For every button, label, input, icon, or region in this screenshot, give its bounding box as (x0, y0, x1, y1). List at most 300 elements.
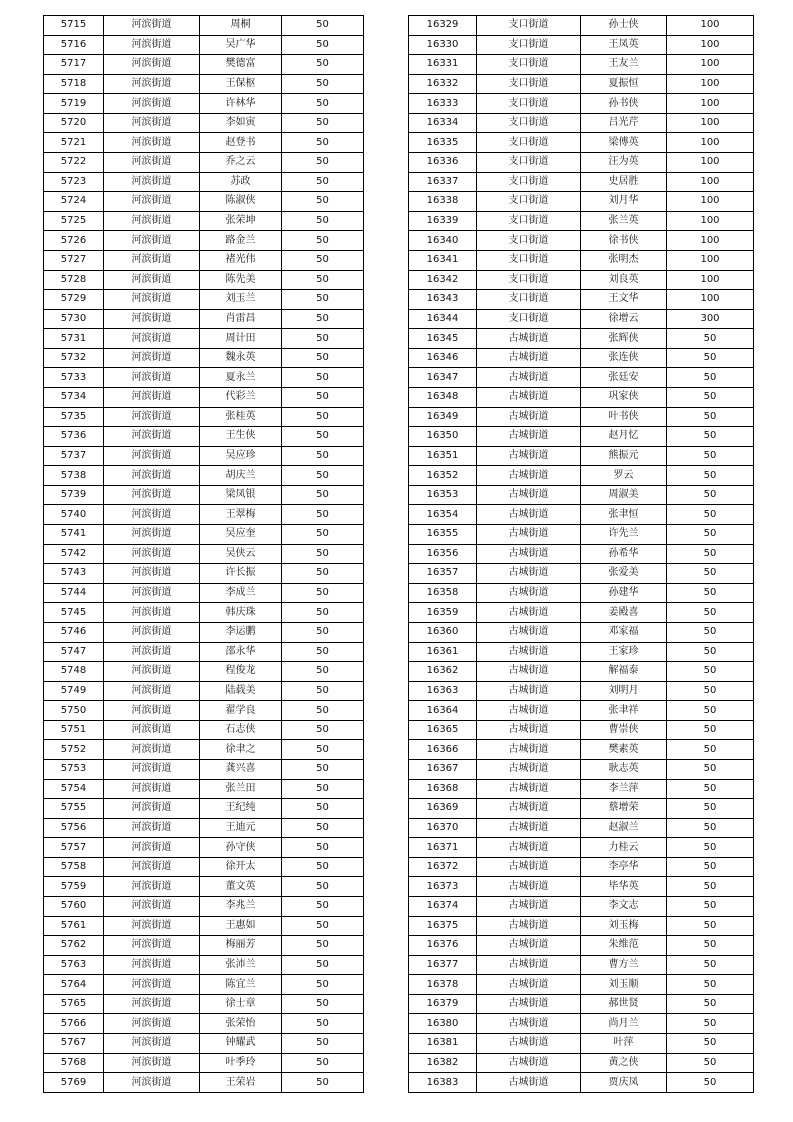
amount-cell: 50 (282, 564, 364, 584)
id-cell: 5762 (44, 936, 104, 956)
amount-cell: 50 (282, 1014, 364, 1034)
district-cell: 古城街道 (477, 544, 581, 564)
district-cell: 支口街道 (477, 133, 581, 153)
district-cell: 古城街道 (477, 642, 581, 662)
id-cell: 5721 (44, 133, 104, 153)
district-cell: 古城街道 (477, 1014, 581, 1034)
amount-cell: 50 (282, 290, 364, 310)
district-cell: 古城街道 (477, 799, 581, 819)
table-row (44, 407, 364, 427)
name-cell: 陈淑侠 (200, 192, 282, 212)
id-cell: 5735 (44, 407, 104, 427)
district-cell: 河滨街道 (104, 74, 200, 94)
name-cell: 解福泰 (581, 662, 667, 682)
district-cell: 河滨街道 (104, 564, 200, 584)
name-cell: 梅丽芳 (200, 936, 282, 956)
name-cell: 孙书侠 (581, 94, 667, 114)
name-cell: 叶季玲 (200, 1053, 282, 1073)
table-row (44, 250, 364, 270)
id-cell: 16362 (409, 662, 477, 682)
table-row (409, 622, 754, 642)
id-cell: 5746 (44, 622, 104, 642)
table-row (44, 466, 364, 486)
district-cell: 古城街道 (477, 505, 581, 525)
district-cell: 河滨街道 (104, 1034, 200, 1054)
name-cell: 蔡增荣 (581, 799, 667, 819)
id-cell: 16371 (409, 838, 477, 858)
id-cell: 16370 (409, 818, 477, 838)
table-row (44, 290, 364, 310)
table-row (44, 701, 364, 721)
amount-cell: 50 (282, 936, 364, 956)
amount-cell: 50 (667, 1034, 754, 1054)
id-cell: 5751 (44, 720, 104, 740)
amount-cell: 50 (667, 662, 754, 682)
district-cell: 古城街道 (477, 681, 581, 701)
district-cell: 河滨街道 (104, 348, 200, 368)
table-row (44, 446, 364, 466)
name-cell: 许林华 (200, 94, 282, 114)
id-cell: 16339 (409, 211, 477, 231)
name-cell: 吕光芹 (581, 113, 667, 133)
id-cell: 5766 (44, 1014, 104, 1034)
district-cell: 古城街道 (477, 525, 581, 545)
amount-cell: 100 (667, 94, 754, 114)
district-cell: 古城街道 (477, 740, 581, 760)
table-row (44, 231, 364, 251)
id-cell: 16341 (409, 250, 477, 270)
name-cell: 张连侠 (581, 348, 667, 368)
id-cell: 5718 (44, 74, 104, 94)
name-cell: 叶书侠 (581, 407, 667, 427)
name-cell: 赵登书 (200, 133, 282, 153)
name-cell: 孙希华 (581, 544, 667, 564)
district-cell: 河滨街道 (104, 309, 200, 329)
id-cell: 16347 (409, 368, 477, 388)
name-cell: 张廷安 (581, 368, 667, 388)
amount-cell: 50 (667, 505, 754, 525)
district-cell: 古城街道 (477, 897, 581, 917)
id-cell: 5725 (44, 211, 104, 231)
amount-cell: 50 (667, 642, 754, 662)
name-cell: 王保枢 (200, 74, 282, 94)
id-cell: 16373 (409, 877, 477, 897)
id-cell: 5763 (44, 955, 104, 975)
name-cell: 张爱美 (581, 564, 667, 584)
amount-cell: 50 (667, 740, 754, 760)
district-cell: 古城街道 (477, 857, 581, 877)
amount-cell: 50 (282, 701, 364, 721)
amount-cell: 50 (667, 348, 754, 368)
id-cell: 16332 (409, 74, 477, 94)
district-cell: 河滨街道 (104, 290, 200, 310)
amount-cell: 50 (282, 505, 364, 525)
table-row (44, 799, 364, 819)
table-row (44, 133, 364, 153)
table-row (44, 936, 364, 956)
amount-cell: 50 (282, 309, 364, 329)
name-cell: 邓家福 (581, 622, 667, 642)
right-table (408, 15, 754, 1093)
name-cell: 熊振元 (581, 446, 667, 466)
id-cell: 5723 (44, 172, 104, 192)
district-cell: 古城街道 (477, 955, 581, 975)
name-cell: 王纪纯 (200, 799, 282, 819)
amount-cell: 100 (667, 250, 754, 270)
district-cell: 河滨街道 (104, 994, 200, 1014)
district-cell: 支口街道 (477, 192, 581, 212)
table-row (409, 779, 754, 799)
name-cell: 李兰萍 (581, 779, 667, 799)
id-cell: 5758 (44, 857, 104, 877)
district-cell: 河滨街道 (104, 211, 200, 231)
district-cell: 支口街道 (477, 35, 581, 55)
table-row (409, 544, 754, 564)
name-cell: 刘良英 (581, 270, 667, 290)
table-row (409, 936, 754, 956)
table-row (409, 55, 754, 75)
table-row (409, 407, 754, 427)
district-cell: 古城街道 (477, 622, 581, 642)
amount-cell: 50 (282, 994, 364, 1014)
name-cell: 许长振 (200, 564, 282, 584)
district-cell: 古城街道 (477, 427, 581, 447)
district-cell: 古城街道 (477, 368, 581, 388)
district-cell: 河滨街道 (104, 799, 200, 819)
name-cell: 张兰田 (200, 779, 282, 799)
name-cell: 陈先美 (200, 270, 282, 290)
table-row (44, 525, 364, 545)
district-cell: 古城街道 (477, 446, 581, 466)
id-cell: 5745 (44, 603, 104, 623)
name-cell: 张辉侠 (581, 329, 667, 349)
district-cell: 支口街道 (477, 16, 581, 36)
district-cell: 支口街道 (477, 211, 581, 231)
amount-cell: 50 (282, 113, 364, 133)
amount-cell: 50 (282, 779, 364, 799)
amount-cell: 50 (282, 133, 364, 153)
amount-cell: 50 (282, 1053, 364, 1073)
district-cell: 古城街道 (477, 603, 581, 623)
id-cell: 5744 (44, 583, 104, 603)
id-cell: 5732 (44, 348, 104, 368)
amount-cell: 50 (667, 681, 754, 701)
id-cell: 5726 (44, 231, 104, 251)
district-cell: 河滨街道 (104, 642, 200, 662)
name-cell: 王文华 (581, 290, 667, 310)
district-cell: 河滨街道 (104, 35, 200, 55)
amount-cell: 50 (667, 897, 754, 917)
district-cell: 河滨街道 (104, 94, 200, 114)
table-row (44, 94, 364, 114)
name-cell: 姜殿喜 (581, 603, 667, 623)
name-cell: 董文英 (200, 877, 282, 897)
district-cell: 河滨街道 (104, 838, 200, 858)
id-cell: 16383 (409, 1073, 477, 1093)
district-cell: 支口街道 (477, 55, 581, 75)
id-cell: 5731 (44, 329, 104, 349)
name-cell: 李兆兰 (200, 897, 282, 917)
left-table-body (44, 16, 364, 1093)
district-cell: 古城街道 (477, 818, 581, 838)
amount-cell: 50 (282, 153, 364, 173)
district-cell: 支口街道 (477, 250, 581, 270)
name-cell: 樊素英 (581, 740, 667, 760)
district-cell: 古城街道 (477, 348, 581, 368)
table-row (409, 955, 754, 975)
id-cell: 16344 (409, 309, 477, 329)
name-cell: 王迪元 (200, 818, 282, 838)
amount-cell: 50 (282, 427, 364, 447)
amount-cell: 50 (667, 1014, 754, 1034)
district-cell: 古城街道 (477, 583, 581, 603)
district-cell: 古城街道 (477, 329, 581, 349)
table-row (409, 172, 754, 192)
id-cell: 5769 (44, 1073, 104, 1093)
amount-cell: 50 (282, 897, 364, 917)
id-cell: 5729 (44, 290, 104, 310)
id-cell: 5761 (44, 916, 104, 936)
id-cell: 16342 (409, 270, 477, 290)
amount-cell: 50 (667, 799, 754, 819)
name-cell: 刘玉兰 (200, 290, 282, 310)
amount-cell: 50 (282, 857, 364, 877)
amount-cell: 50 (667, 603, 754, 623)
id-cell: 5742 (44, 544, 104, 564)
table-row (409, 642, 754, 662)
name-cell: 夏振恒 (581, 74, 667, 94)
district-cell: 河滨街道 (104, 1073, 200, 1093)
table-row (409, 466, 754, 486)
table-row (44, 1073, 364, 1093)
amount-cell: 50 (667, 1073, 754, 1093)
name-cell: 李如寅 (200, 113, 282, 133)
id-cell: 16354 (409, 505, 477, 525)
amount-cell: 50 (282, 838, 364, 858)
district-cell: 河滨街道 (104, 153, 200, 173)
table-row (44, 1053, 364, 1073)
district-cell: 古城街道 (477, 564, 581, 584)
table-row (409, 211, 754, 231)
amount-cell: 50 (667, 975, 754, 995)
id-cell: 16363 (409, 681, 477, 701)
id-cell: 16355 (409, 525, 477, 545)
id-cell: 16329 (409, 16, 477, 36)
table-row (44, 309, 364, 329)
table-row (409, 446, 754, 466)
district-cell: 河滨街道 (104, 1053, 200, 1073)
table-row (409, 368, 754, 388)
district-cell: 支口街道 (477, 231, 581, 251)
id-cell: 16375 (409, 916, 477, 936)
id-cell: 5764 (44, 975, 104, 995)
amount-cell: 50 (667, 838, 754, 858)
id-cell: 16380 (409, 1014, 477, 1034)
table-row (44, 564, 364, 584)
district-cell: 河滨街道 (104, 759, 200, 779)
district-cell: 支口街道 (477, 113, 581, 133)
amount-cell: 100 (667, 231, 754, 251)
table-row (44, 270, 364, 290)
amount-cell: 50 (282, 348, 364, 368)
name-cell: 张聿祥 (581, 701, 667, 721)
id-cell: 5733 (44, 368, 104, 388)
amount-cell: 50 (667, 485, 754, 505)
amount-cell: 100 (667, 74, 754, 94)
amount-cell: 50 (282, 759, 364, 779)
id-cell: 5740 (44, 505, 104, 525)
id-cell: 16356 (409, 544, 477, 564)
name-cell: 徐士章 (200, 994, 282, 1014)
id-cell: 16350 (409, 427, 477, 447)
amount-cell: 100 (667, 172, 754, 192)
amount-cell: 50 (282, 466, 364, 486)
name-cell: 张明杰 (581, 250, 667, 270)
id-cell: 16336 (409, 153, 477, 173)
district-cell: 古城街道 (477, 1034, 581, 1054)
name-cell: 史居胜 (581, 172, 667, 192)
amount-cell: 50 (667, 622, 754, 642)
id-cell: 16367 (409, 759, 477, 779)
district-cell: 古城街道 (477, 407, 581, 427)
id-cell: 16366 (409, 740, 477, 760)
amount-cell: 50 (282, 74, 364, 94)
table-row (44, 368, 364, 388)
name-cell: 李亭华 (581, 857, 667, 877)
district-cell: 河滨街道 (104, 877, 200, 897)
name-cell: 石志侠 (200, 720, 282, 740)
table-row (409, 818, 754, 838)
table-row (409, 799, 754, 819)
id-cell: 16361 (409, 642, 477, 662)
table-row (409, 113, 754, 133)
table-row (409, 74, 754, 94)
name-cell: 王凤英 (581, 35, 667, 55)
table-row (44, 897, 364, 917)
table-row (409, 485, 754, 505)
name-cell: 夏永兰 (200, 368, 282, 388)
district-cell: 河滨街道 (104, 936, 200, 956)
name-cell: 张桂英 (200, 407, 282, 427)
name-cell: 梁凤银 (200, 485, 282, 505)
district-cell: 古城街道 (477, 662, 581, 682)
table-row (409, 1014, 754, 1034)
district-cell: 古城街道 (477, 759, 581, 779)
name-cell: 褚光伟 (200, 250, 282, 270)
district-cell: 河滨街道 (104, 857, 200, 877)
table-row (44, 329, 364, 349)
amount-cell: 100 (667, 133, 754, 153)
id-cell: 5749 (44, 681, 104, 701)
district-cell: 河滨街道 (104, 231, 200, 251)
id-cell: 16364 (409, 701, 477, 721)
id-cell: 16369 (409, 799, 477, 819)
name-cell: 吴广华 (200, 35, 282, 55)
district-cell: 古城街道 (477, 877, 581, 897)
name-cell: 曹方兰 (581, 955, 667, 975)
district-cell: 古城街道 (477, 1073, 581, 1093)
table-row (44, 544, 364, 564)
amount-cell: 50 (667, 701, 754, 721)
amount-cell: 50 (667, 955, 754, 975)
district-cell: 河滨街道 (104, 446, 200, 466)
table-row (44, 857, 364, 877)
name-cell: 贾庆凤 (581, 1073, 667, 1093)
id-cell: 16349 (409, 407, 477, 427)
name-cell: 龚兴喜 (200, 759, 282, 779)
id-cell: 5716 (44, 35, 104, 55)
id-cell: 5741 (44, 525, 104, 545)
id-cell: 16377 (409, 955, 477, 975)
district-cell: 古城街道 (477, 994, 581, 1014)
name-cell: 吴侠云 (200, 544, 282, 564)
table-row (409, 133, 754, 153)
id-cell: 16360 (409, 622, 477, 642)
table-row (409, 250, 754, 270)
table-row (409, 525, 754, 545)
amount-cell: 50 (282, 740, 364, 760)
name-cell: 翟学良 (200, 701, 282, 721)
table-row (409, 994, 754, 1014)
district-cell: 河滨街道 (104, 525, 200, 545)
amount-cell: 100 (667, 113, 754, 133)
table-row (44, 16, 364, 36)
name-cell: 王翠梅 (200, 505, 282, 525)
district-cell: 支口街道 (477, 172, 581, 192)
district-cell: 河滨街道 (104, 133, 200, 153)
name-cell: 朱维范 (581, 936, 667, 956)
district-cell: 古城街道 (477, 387, 581, 407)
amount-cell: 50 (282, 387, 364, 407)
amount-cell: 50 (282, 955, 364, 975)
id-cell: 5747 (44, 642, 104, 662)
name-cell: 周计田 (200, 329, 282, 349)
name-cell: 周淑美 (581, 485, 667, 505)
amount-cell: 50 (282, 16, 364, 36)
district-cell: 河滨街道 (104, 779, 200, 799)
district-cell: 支口街道 (477, 309, 581, 329)
table-row (409, 94, 754, 114)
id-cell: 5765 (44, 994, 104, 1014)
name-cell: 路金兰 (200, 231, 282, 251)
amount-cell: 50 (667, 446, 754, 466)
table-row (44, 211, 364, 231)
name-cell: 孙士侠 (581, 16, 667, 36)
name-cell: 张沛兰 (200, 955, 282, 975)
district-cell: 河滨街道 (104, 192, 200, 212)
left-table (43, 15, 364, 1093)
amount-cell: 50 (667, 329, 754, 349)
id-cell: 16365 (409, 720, 477, 740)
district-cell: 河滨街道 (104, 329, 200, 349)
amount-cell: 50 (282, 192, 364, 212)
table-row (409, 583, 754, 603)
district-cell: 古城街道 (477, 466, 581, 486)
district-cell: 古城街道 (477, 936, 581, 956)
id-cell: 5743 (44, 564, 104, 584)
amount-cell: 50 (667, 818, 754, 838)
district-cell: 河滨街道 (104, 407, 200, 427)
id-cell: 5734 (44, 387, 104, 407)
district-cell: 河滨街道 (104, 427, 200, 447)
amount-cell: 50 (282, 94, 364, 114)
table-row (44, 994, 364, 1014)
table-row (409, 35, 754, 55)
table-row (409, 309, 754, 329)
table-row (44, 387, 364, 407)
district-cell: 支口街道 (477, 94, 581, 114)
id-cell: 16333 (409, 94, 477, 114)
